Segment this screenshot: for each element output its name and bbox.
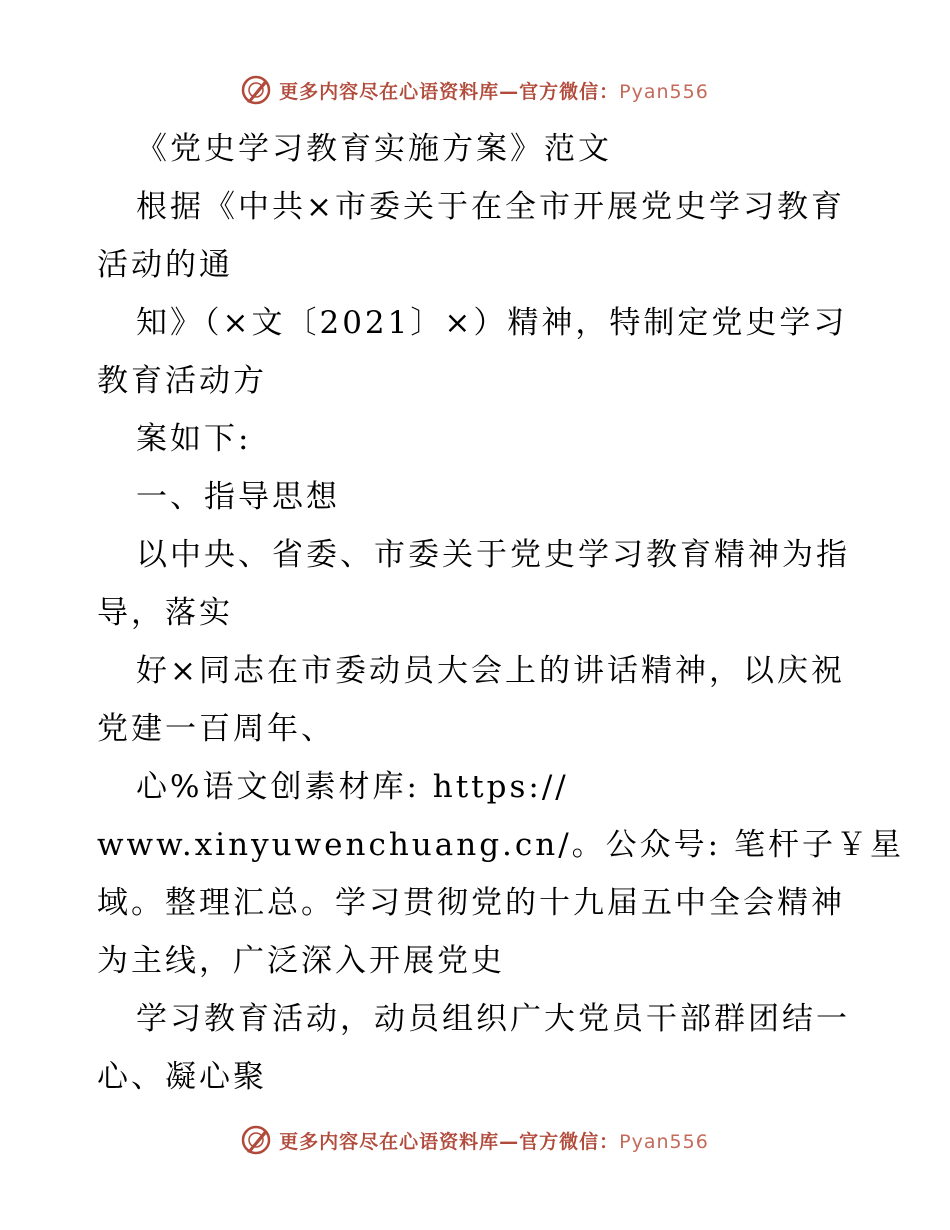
- document-title: 《党史学习教育实施方案》范文: [136, 131, 612, 167]
- paragraph-line: 案如下:: [136, 421, 252, 457]
- paragraph-line: 好×同志在市委动员大会上的讲话精神，以庆祝: [136, 653, 845, 689]
- section-heading: 一、指导思想: [136, 479, 340, 515]
- watermark-wechat: Pyan556: [619, 1130, 709, 1153]
- quill-logo-icon: [241, 75, 271, 105]
- paragraph-line: 教育活动方: [97, 363, 267, 399]
- paragraph-line: 活动的通: [97, 247, 233, 283]
- watermark-text: 更多内容尽在心语资料库—官方微信：: [279, 1130, 620, 1153]
- paragraph-line: 域。整理汇总。学习贯彻党的十九届五中全会精神: [97, 885, 845, 921]
- watermark-banner-bottom: [0, 1120, 950, 1160]
- paragraph-line: 党建一百周年、: [97, 711, 335, 747]
- paragraph-line: 学习教育活动，动员组织广大党员干部群团结一: [136, 1001, 850, 1037]
- paragraph-line: 心%语文创素材库: https://: [136, 769, 569, 805]
- paragraph-line: 以中央、省委、市委关于党史学习教育精神为指: [136, 537, 850, 573]
- watermark-wechat: Pyan556: [619, 80, 709, 103]
- document-body: [97, 120, 904, 1106]
- paragraph-line: 心、凝心聚: [97, 1059, 267, 1095]
- paragraph-line: 根据《中共×市委关于在全市开展党史学习教育: [136, 189, 845, 225]
- paragraph-line: 知》（×文〔2021〕×）精神，特制定党史学习: [136, 305, 848, 341]
- paragraph-line: 导，落实: [97, 595, 233, 631]
- quill-logo-icon: [241, 1125, 271, 1155]
- paragraph-line: 为主线，广泛深入开展党史: [97, 943, 505, 979]
- watermark-text: 更多内容尽在心语资料库—官方微信：: [279, 80, 620, 103]
- paragraph-line: www.xinyuwenchuang.cn/。公众号: 笔杆子￥星: [97, 827, 904, 863]
- watermark-banner-top: [0, 70, 950, 110]
